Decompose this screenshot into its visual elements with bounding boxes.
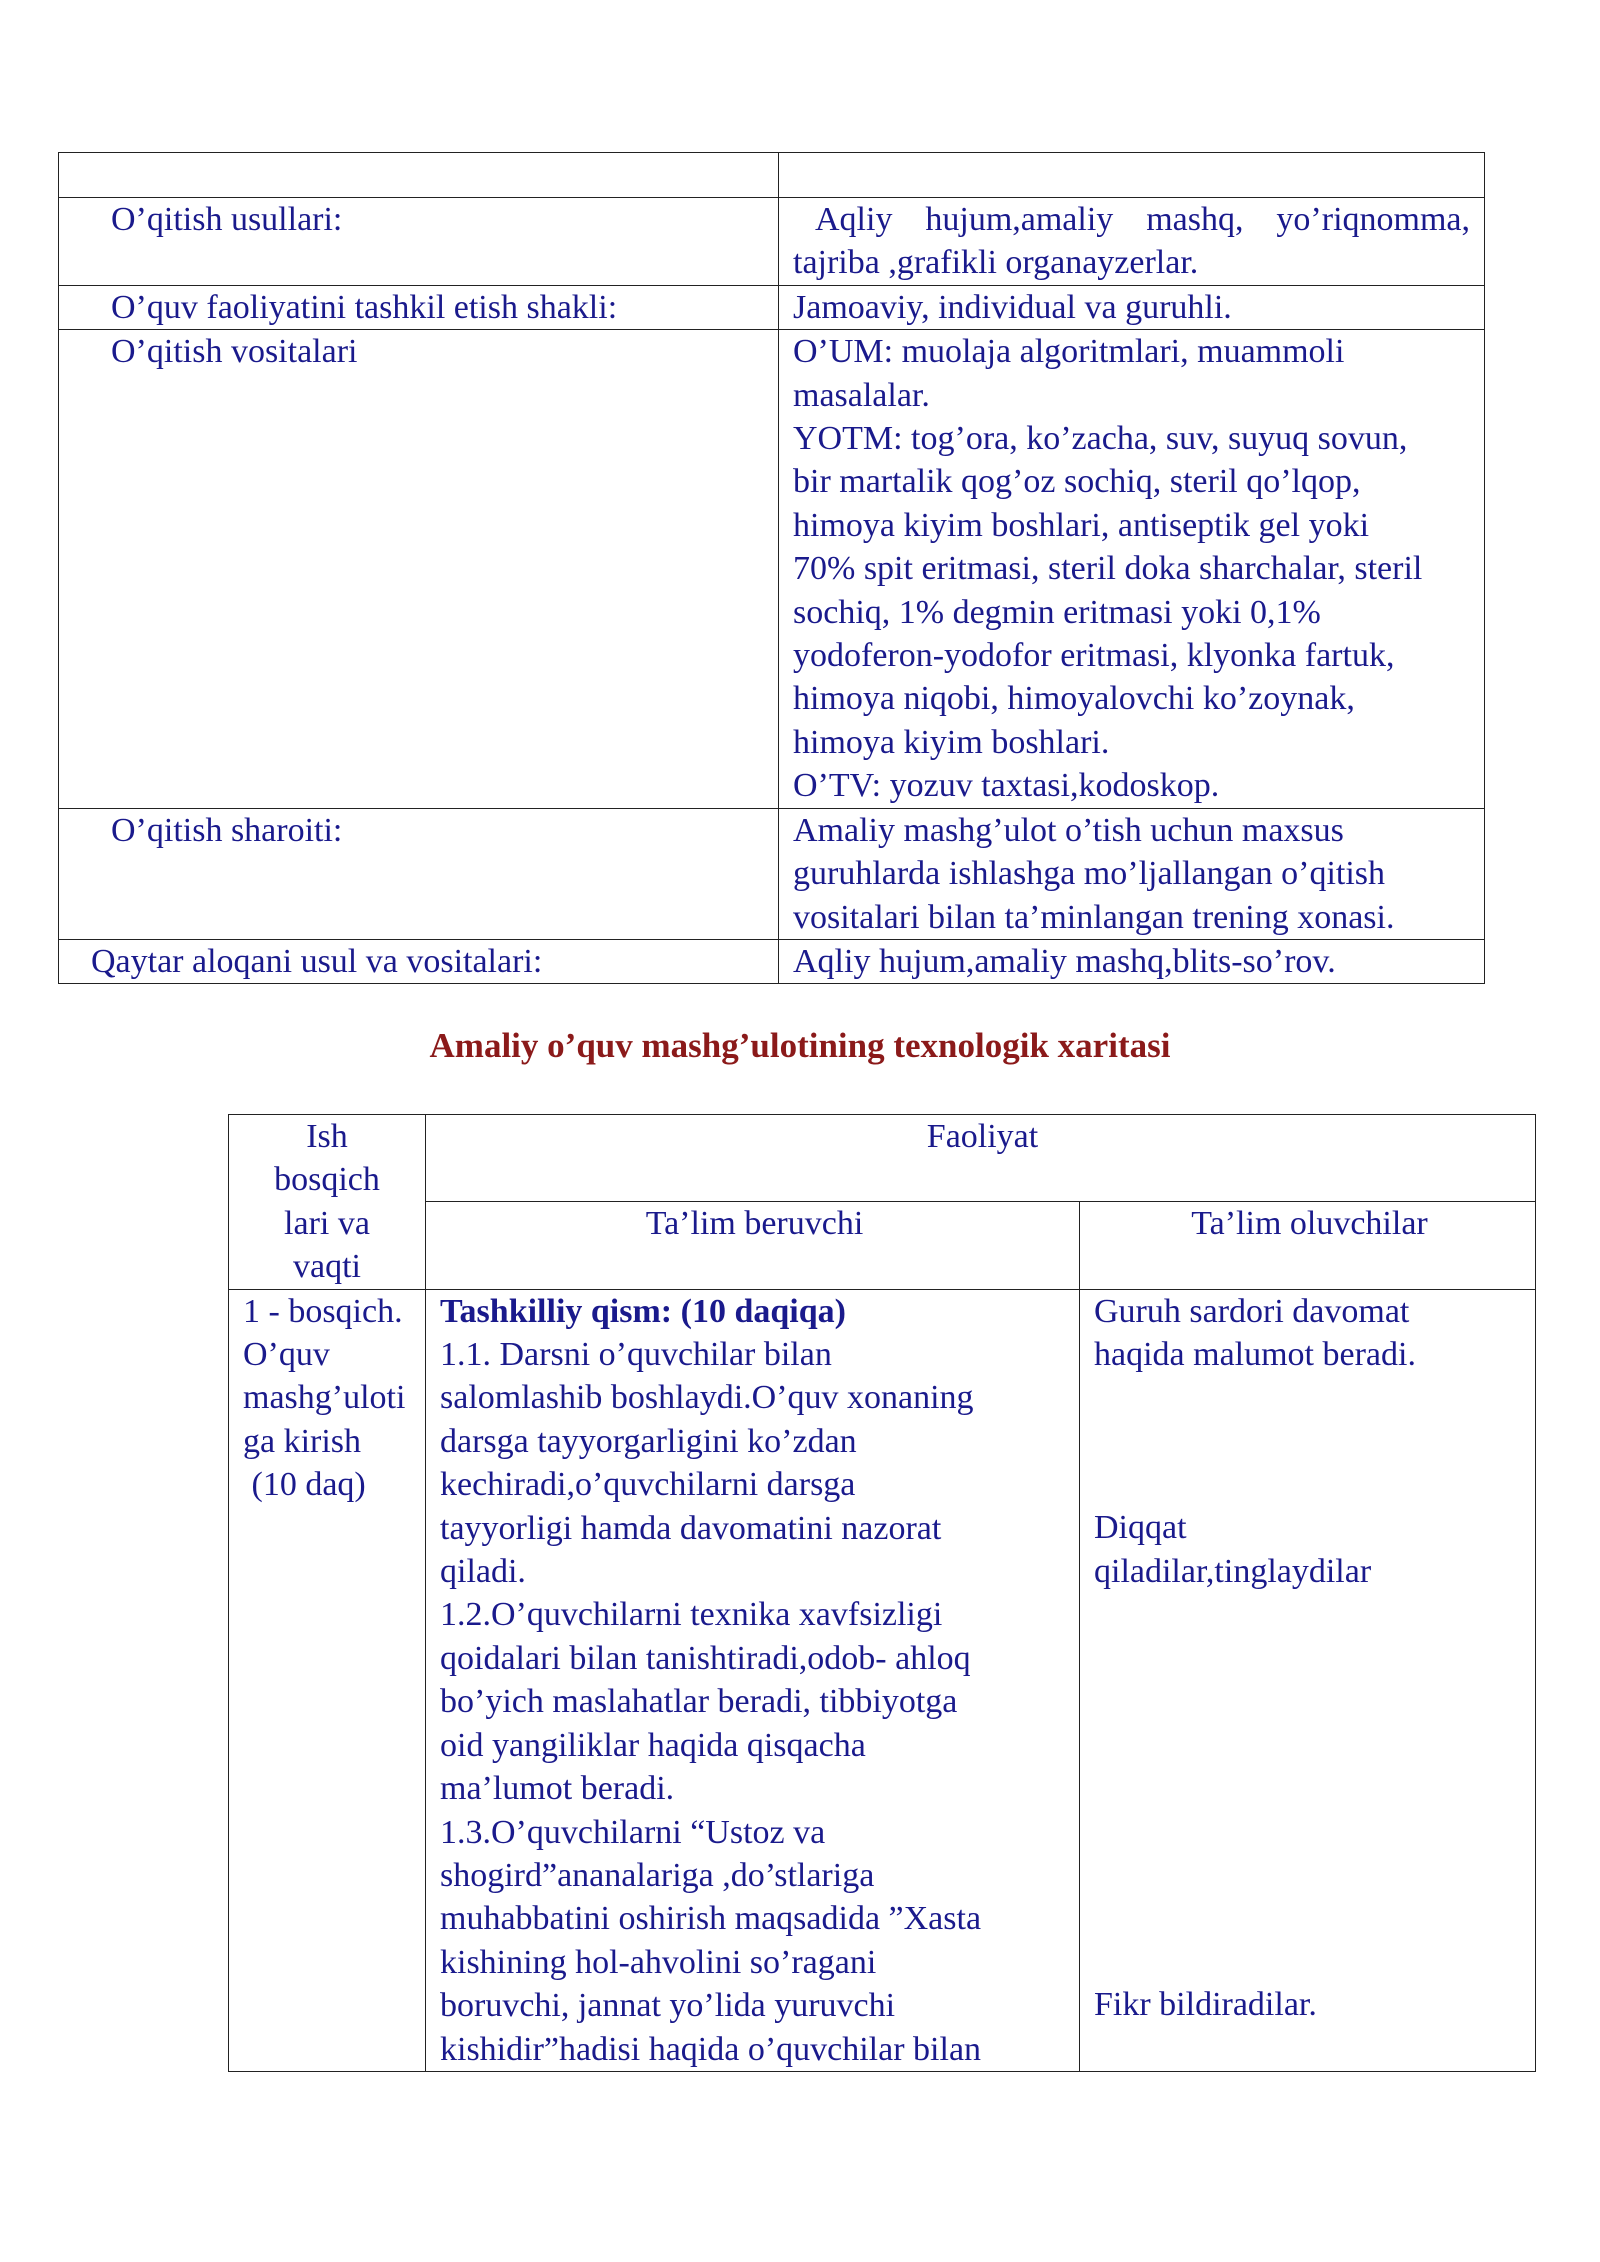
stage-header-line: lari va xyxy=(284,1204,370,1242)
info-value-tools xyxy=(779,330,1485,808)
teacher-line: 1.1. Darsni o’quvchilar bilan xyxy=(440,1336,832,1374)
lesson-info-table xyxy=(58,152,1485,984)
info-label-cell xyxy=(59,153,779,198)
teacher-line: darsga tayyorgarligini ko’zdan xyxy=(440,1422,857,1460)
info-value-line: himoya kiyim boshlari. xyxy=(793,723,1110,761)
stage1-line: 1 - bosqich. xyxy=(243,1292,403,1330)
teacher-activity-cell xyxy=(426,1289,1080,2071)
students-line: Fikr bildiradilar. xyxy=(1094,1986,1317,2024)
teacher-line: muhabbatini oshirish maqsadida ”Xasta xyxy=(440,1900,982,1938)
info-value-line: 70% spit eritmasi, steril doka sharchalar, steril xyxy=(793,550,1423,588)
info-value-cell xyxy=(779,153,1485,198)
stage1-line: mashg’uloti xyxy=(243,1379,406,1417)
info-label-tools: O’qitish vositalari xyxy=(59,330,779,808)
info-value-feedback xyxy=(779,939,1485,983)
info-label-form: O’quv faoliyatini tashkil etish shakli: xyxy=(59,285,779,329)
info-label-conditions: O’qitish sharoiti: xyxy=(59,808,779,939)
info-row-feedback xyxy=(59,939,1485,983)
info-value-line: yodoferon-yodofor eritmasi, klyonka fartuk, xyxy=(793,637,1395,675)
info-row-empty xyxy=(59,153,1485,198)
info-value-line: sochiq, 1% degmin eritmasi yoki 0,1% xyxy=(793,593,1321,631)
activity-header: Faoliyat xyxy=(426,1115,1536,1202)
students-line: qiladilar,tinglaydilar xyxy=(1094,1552,1372,1590)
info-value-line: O’TV: yozuv taxtasi,kodoskop. xyxy=(793,767,1220,805)
teacher-line: salomlashib boshlaydi.O’quv xonaning xyxy=(440,1379,974,1417)
teacher-line: qoidalari bilan tanishtiradi,odob- ahloq xyxy=(440,1639,971,1677)
info-row-form xyxy=(59,285,1485,329)
info-value-line: himoya niqobi, himoyalovchi ko’zoynak, xyxy=(793,680,1355,718)
teacher-line: kechiradi,o’quvchilarni darsga xyxy=(440,1466,856,1504)
info-value-line: Aqliy hujum,amaliy mashq, yo’riqnomma, xyxy=(815,201,1470,238)
info-value-line: bir martalik qog’oz sochiq, steril qo’lqop, xyxy=(793,463,1361,501)
tech-subheader-row xyxy=(229,1202,1536,1289)
info-value-line: tajriba ,grafikli organayzerlar. xyxy=(793,244,1199,282)
stage-header-line: vaqti xyxy=(293,1248,361,1286)
teacher-header: Ta’lim beruvchi xyxy=(426,1202,1080,1289)
stage1-cell xyxy=(229,1289,426,2071)
info-label-methods: O’qitish usullari: xyxy=(59,198,779,286)
teacher-line: 1.2.O’quvchilarni texnika xavfsizligi xyxy=(440,1596,943,1634)
students-header: Ta’lim oluvchilar xyxy=(1080,1202,1536,1289)
students-line: Guruh sardori davomat xyxy=(1094,1292,1410,1330)
teacher-line: 1.3.O’quvchilarni “Ustoz va xyxy=(440,1813,826,1851)
info-value-line: Aqliy hujum,amaliy mashq,blits-so’rov. xyxy=(793,942,1336,980)
stage1-line: ga kirish xyxy=(243,1422,362,1460)
teacher-line: qiladi. xyxy=(440,1553,526,1591)
info-row-conditions xyxy=(59,808,1485,939)
info-value-line: O’UM: muolaja algoritmlari, muammoli xyxy=(793,333,1345,371)
info-row-methods xyxy=(59,198,1485,286)
spacer xyxy=(1094,1376,1525,1506)
students-line: haqida malumot beradi. xyxy=(1094,1336,1416,1374)
info-value-line: himoya kiyim boshlari, antiseptik gel yoki xyxy=(793,506,1370,544)
info-value-conditions xyxy=(779,808,1485,939)
teacher-line: boruvchi, jannat yo’lida yuruvchi xyxy=(440,1987,896,2025)
teacher-heading: Tashkilliy qism: (10 daqiqa) xyxy=(440,1292,846,1330)
tech-header-row xyxy=(229,1115,1536,1202)
students-line: Diqqat xyxy=(1094,1509,1187,1547)
info-row-tools xyxy=(59,330,1485,808)
stage-header-cell xyxy=(229,1115,426,1290)
teacher-line: ma’lumot beradi. xyxy=(440,1770,675,1808)
stage-header-line: bosqich xyxy=(274,1161,380,1199)
teacher-line: kishidir”hadisi haqida o’quvchilar bilan xyxy=(440,2030,982,2068)
stage1-line: (10 daq) xyxy=(243,1466,366,1504)
teacher-line: oid yangiliklar haqida qisqacha xyxy=(440,1726,866,1764)
stage1-row xyxy=(229,1289,1536,2071)
spacer xyxy=(1094,1593,1525,1983)
info-value-line: masalalar. xyxy=(793,376,930,414)
teacher-line: bo’yich maslahatlar beradi, tibbiyotga xyxy=(440,1683,958,1721)
info-value-form xyxy=(779,285,1485,329)
tech-map-title: Amaliy o’quv mashg’ulotining texnologik xaritasi xyxy=(429,1026,1171,1065)
teacher-line: tayyorligi hamda davomatini nazorat xyxy=(440,1509,942,1547)
teacher-line: kishining hol-ahvolini so’ragani xyxy=(440,1943,877,1981)
students-activity-cell xyxy=(1080,1289,1536,2071)
info-value-line: vositalari bilan ta’minlangan trening xonasi. xyxy=(793,898,1395,936)
stage1-line: O’quv xyxy=(243,1336,330,1374)
info-value-methods xyxy=(779,198,1485,286)
stage-header-line: Ish xyxy=(306,1118,348,1155)
info-value-line: guruhlarda ishlashga mo’ljallangan o’qitish xyxy=(793,855,1386,893)
info-value-line: Amaliy mashg’ulot o’tish uchun maxsus xyxy=(793,811,1344,849)
tech-map-table xyxy=(228,1114,1536,2072)
teacher-line: shogird”ananalariga ,do’stlariga xyxy=(440,1856,875,1894)
info-label-feedback: Qaytar aloqani usul va vositalari: xyxy=(59,939,779,983)
info-value-line: Jamoaviy, individual va guruhli. xyxy=(793,288,1232,326)
info-value-line: YOTM: tog’ora, ko’zacha, suv, suyuq sovun, xyxy=(793,420,1408,458)
